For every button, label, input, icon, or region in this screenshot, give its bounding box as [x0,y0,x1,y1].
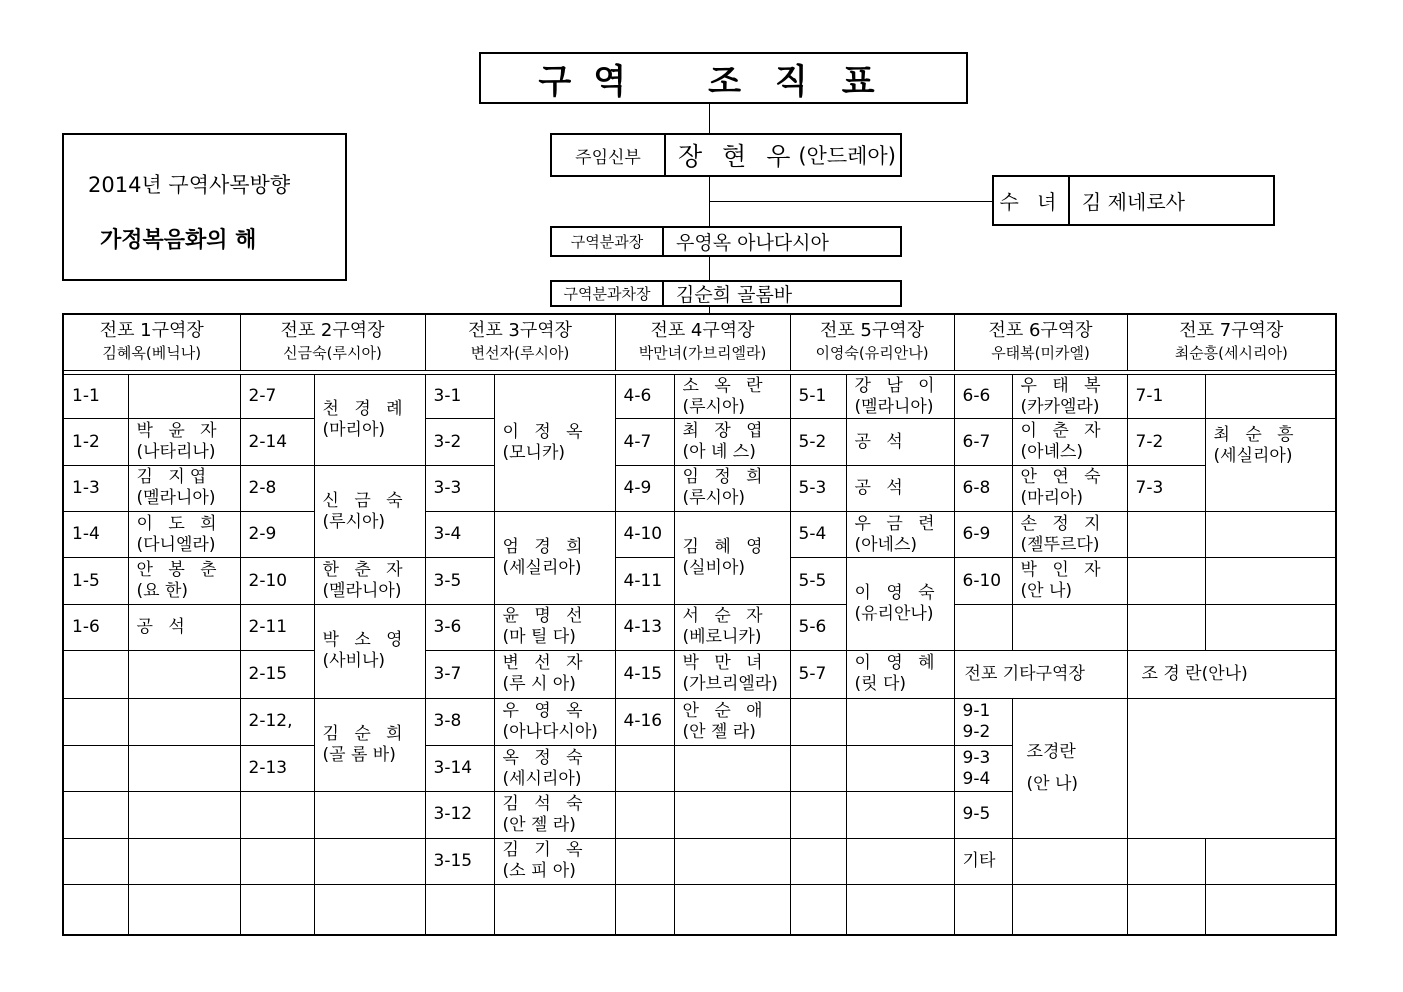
section-deputy-box [550,280,902,307]
group-leader [674,374,790,418]
person-name: 공 석 [136,616,190,637]
group-leader [1012,558,1127,604]
group-code: 5-3 [790,465,846,511]
group-leader [494,745,615,791]
baptismal-name: (유리안나) [854,604,934,625]
person-name: 천 경 례 [322,398,408,419]
group-code: 3-6 [425,604,494,650]
table-row [63,374,1336,418]
group-leader [674,651,790,698]
baptismal-name: (루 시 아) [502,674,576,695]
baptismal-name: (골 롬 바) [322,744,396,765]
group-leader [1205,604,1336,650]
group-code [615,838,674,884]
page-title [479,52,968,104]
person-name: 김 순 희 [322,723,408,744]
baptismal-name: (세실리아) [502,557,582,578]
person-name: 김 기 옥 [502,840,588,861]
group-code: 2-8 [240,465,314,511]
person-name: 이 춘 자 [1020,421,1106,441]
group-code: 4-13 [615,604,674,650]
group-code: 1-4 [63,512,128,558]
group-leader [1012,698,1127,838]
group-code: 3-5 [425,558,494,604]
group-leader [128,374,240,418]
group-code: 2-11 [240,604,314,650]
baptismal-name: (안 나) [1020,581,1073,602]
baptismal-name: (소 피 아) [502,861,576,882]
nun-name: 김 제네로사 [1082,190,1185,214]
group-code [790,838,846,884]
group-leader [128,419,240,465]
group-leader [494,512,615,605]
other-code: 9-2 [962,721,991,742]
group-leader [1205,512,1336,558]
baptismal-name: (아나다시아) [502,721,598,742]
baptismal-name: (요 한) [136,581,189,602]
group-leader [1012,604,1127,650]
person-name: 박 인 자 [1020,560,1106,581]
person-name: 서 순 자 [682,606,768,627]
person-name: 이 정 옥 [502,422,588,443]
group-code: 3-1 [425,374,494,418]
baptismal-name: (나타리나) [136,442,216,462]
group-code [63,838,128,884]
baptismal-name: (세시리아) [502,768,582,789]
pastor-saint: (안드레아) [798,144,896,168]
group-leader [494,651,615,698]
empty-cell [314,884,425,935]
district-header [240,314,425,370]
baptismal-name: (카카엘라) [1020,396,1100,417]
group-leader [128,698,240,745]
baptismal-name: (릿 다) [854,674,907,695]
group-code: 7-3 [1127,465,1205,511]
connector-head-deputy [709,257,710,281]
district-header [615,314,790,370]
nun-label: 수 녀 [994,177,1070,224]
group-code: 6-10 [954,558,1012,604]
person-name: 최 순 흥 [1213,425,1299,446]
person-name: 엄 경 희 [502,536,588,557]
group-code: 1-6 [63,604,128,650]
person-name: 이 도 희 [136,513,222,534]
baptismal-name: (모니카) [502,443,566,464]
person-name: 이 영 혜 [854,653,940,674]
baptismal-name: (루시아) [682,488,746,509]
person-name: 윤 명 선 [502,606,588,627]
district-title: 전포 5구역장 [819,320,925,342]
group-leader [846,512,954,558]
title-part1: 구역 [538,61,649,102]
table-row [63,512,1336,558]
person-name: 공 석 [854,477,908,498]
table-row [63,604,1336,650]
district-table [62,313,1337,936]
person-name: 박 만 녀 [682,653,768,674]
other-district-title: 전포 기타구역장 [954,651,1127,698]
group-leader [1012,374,1127,418]
group-code [954,745,1012,791]
pastor-box [550,133,902,177]
group-leader [314,465,425,558]
person-name: 공 석 [854,431,908,452]
group-leader [128,745,240,791]
group-code [63,745,128,791]
section-deputy-label: 구역분과차장 [552,282,664,305]
other-code: 9-3 [962,747,991,768]
baptismal-name: (루시아) [682,396,746,417]
district-leader: 박만녀(가브리엘라) [638,344,767,363]
group-leader [846,374,954,418]
group-leader [674,604,790,650]
group-leader [1205,558,1336,604]
district-leader: 김혜옥(베닉나) [102,344,202,363]
baptismal-name: (안 나) [1026,774,1079,795]
section-head-label: 구역분과장 [552,228,664,255]
person-name: 옥 정 숙 [502,747,588,768]
empty-cell [494,884,615,935]
person-name: 김 지엽 [136,467,212,488]
group-code [63,698,128,745]
empty-cell [615,884,674,935]
empty-cell [63,884,128,935]
baptismal-name: (안 젤 라) [502,814,576,835]
group-code: 2-7 [240,374,314,418]
group-leader [1205,838,1336,884]
table-row [63,838,1336,884]
group-leader [846,419,954,465]
group-code: 3-14 [425,745,494,791]
baptismal-name: (멜라니아) [322,581,402,602]
group-leader [674,698,790,745]
group-code: 4-11 [615,558,674,604]
empty-cell [954,884,1012,935]
baptismal-name: (베로니카) [682,627,762,648]
group-leader [674,838,790,884]
group-leader [314,374,425,465]
group-leader [128,651,240,698]
group-code: 3-15 [425,838,494,884]
group-leader [674,792,790,838]
empty-cell [674,884,790,935]
group-code: 4-16 [615,698,674,745]
person-name: 한 춘 자 [322,560,408,581]
group-code [240,792,314,838]
section-head-box [550,226,902,257]
baptismal-name: (루시아) [322,511,386,532]
group-code [954,698,1012,745]
group-leader [846,838,954,884]
baptismal-name: (마리아) [322,419,386,440]
group-code: 6-7 [954,419,1012,465]
group-code: 4-15 [615,651,674,698]
person-name: 신 금 숙 [322,490,408,511]
person-name: 우 영 옥 [502,700,588,721]
group-leader [846,698,954,745]
pastoral-direction-box [62,133,347,281]
baptismal-name: (실비아) [682,557,746,578]
empty-cell [1127,698,1336,838]
group-code: 3-2 [425,419,494,465]
group-code: 1-2 [63,419,128,465]
group-code: 3-7 [425,651,494,698]
baptismal-name: (아 녜 스) [682,442,756,462]
person-name: 변 선 자 [502,653,588,674]
empty-cell [128,884,240,935]
group-leader [846,465,954,511]
district-leader: 최순흥(세시리아) [1174,344,1288,363]
group-code [790,792,846,838]
group-leader [674,512,790,605]
person-name: 강 남 이 [854,375,940,396]
table-row [63,651,1336,698]
group-leader [1012,419,1127,465]
group-leader [846,651,954,698]
group-code: 6-6 [954,374,1012,418]
group-code: 6-9 [954,512,1012,558]
person-name: 안 연 숙 [1020,467,1106,488]
baptismal-name: (아네스) [854,534,918,555]
person-name: 안 봉 춘 [136,560,222,581]
group-code: 1-1 [63,374,128,418]
empty-cell [240,884,314,935]
group-leader [846,558,954,651]
district-leader: 변선자(루시아) [470,344,570,363]
group-code: 4-6 [615,374,674,418]
table-row [63,698,1336,745]
pastor-value [666,135,900,175]
district-header-row [63,314,1336,370]
group-leader [674,419,790,465]
group-code [615,792,674,838]
group-code: 7-1 [1127,374,1205,418]
baptismal-name: (마 틸 다) [502,627,576,648]
person-name: 김 혜 영 [682,536,768,557]
group-code: 5-2 [790,419,846,465]
person-name: 소 옥 란 [682,375,768,396]
district-leader: 이영숙(유리안나) [815,344,929,363]
connector-title-pastor [709,104,710,134]
person-name: 박 윤 자 [136,421,222,441]
group-code: 3-8 [425,698,494,745]
group-code: 9-5 [954,792,1012,838]
person-name: 최 장 엽 [682,421,768,441]
motto-theme: 가정복음화의 해 [100,228,257,253]
district-header [954,314,1127,370]
group-leader [674,465,790,511]
table-row [63,465,1336,511]
group-code [63,792,128,838]
group-leader [1012,838,1127,884]
baptismal-name: (세실리아) [1213,446,1293,467]
group-leader [1205,419,1336,512]
group-leader [128,465,240,511]
baptismal-name: (멜라니아) [854,396,934,417]
district-header [425,314,615,370]
district-header [63,314,240,370]
person-name: 이 영 숙 [854,583,940,604]
group-code: 4-9 [615,465,674,511]
group-code [790,745,846,791]
other-district-leader: 조 경 란(안나) [1127,651,1336,698]
district-title: 전포 6구역장 [988,320,1093,342]
group-code: 2-10 [240,558,314,604]
group-leader [314,698,425,792]
group-leader [314,604,425,698]
group-leader [128,792,240,838]
nun-box [992,175,1275,226]
group-code: 기타 [954,838,1012,884]
group-leader [314,558,425,604]
group-code [1127,838,1205,884]
person-name: 조경란 [1026,742,1076,763]
empty-cell [846,884,954,935]
baptismal-name: (사비나) [322,651,386,672]
group-code: 2-12, [240,698,314,745]
group-code: 2-13 [240,745,314,791]
group-leader [1012,512,1127,558]
person-name: 박 소 영 [322,630,408,651]
group-leader [846,792,954,838]
district-title: 전포 1구역장 [99,320,204,342]
group-code [1127,558,1205,604]
group-code [1127,604,1205,650]
district-leader: 우태복(미카엘) [991,344,1090,363]
person-name: 안 순 애 [682,700,768,721]
empty-cell [790,884,846,935]
district-title: 전포 2구역장 [280,320,385,342]
district-title: 전포 3구역장 [467,320,573,342]
person-name: 임 정 희 [682,467,768,488]
group-leader [128,838,240,884]
group-code: 5-7 [790,651,846,698]
table-row [63,884,1336,935]
person-name: 우 금 련 [854,513,940,534]
baptismal-name: (젤뚜르다) [1020,534,1100,555]
group-code: 3-3 [425,465,494,511]
baptismal-name: (다니엘라) [136,534,216,555]
group-code: 2-15 [240,651,314,698]
section-head-name: 우영옥 아나다시아 [676,232,829,254]
group-code: 3-12 [425,792,494,838]
group-leader [128,512,240,558]
title-part2: 조직표 [708,61,909,102]
group-code: 2-14 [240,419,314,465]
group-code: 1-3 [63,465,128,511]
group-leader [846,745,954,791]
empty-cell [1205,884,1336,935]
group-leader [494,698,615,745]
other-code: 9-1 [962,700,991,721]
group-code: 5-1 [790,374,846,418]
group-code: 5-4 [790,512,846,558]
baptismal-name: (가브리엘라) [682,674,778,695]
district-leader: 신금숙(루시아) [283,344,382,363]
group-leader [1205,374,1336,418]
pastor-label: 주임신부 [552,135,666,175]
district-header [1127,314,1336,370]
group-leader [674,745,790,791]
pastor-name: 장 현 우 [678,142,797,171]
person-name: 손 정 지 [1020,513,1106,534]
group-code: 7-2 [1127,419,1205,465]
district-header [790,314,954,370]
connector-nun [709,201,992,202]
group-code: 5-6 [790,604,846,650]
group-code: 3-4 [425,512,494,558]
group-code [790,698,846,745]
district-title: 전포 7구역장 [1179,320,1284,342]
group-code: 1-5 [63,558,128,604]
group-leader [494,604,615,650]
motto-year-line: 2014년 구역사목방향 [88,173,291,197]
person-name: 김 석 숙 [502,793,588,814]
group-code [954,604,1012,650]
section-deputy-name: 김순희 골롬바 [676,284,793,306]
group-leader [314,792,425,838]
group-code [615,745,674,791]
table-row [63,419,1336,465]
group-leader [494,792,615,838]
group-code: 4-10 [615,512,674,558]
group-leader [314,838,425,884]
group-code [240,838,314,884]
baptismal-name: (아녜스) [1020,442,1084,462]
baptismal-name: (안 젤 라) [682,721,756,742]
group-code: 4-7 [615,419,674,465]
person-name: 우 태 복 [1020,375,1106,396]
other-code: 9-4 [962,768,991,789]
group-leader [1012,465,1127,511]
empty-cell [425,884,494,935]
group-code: 2-9 [240,512,314,558]
group-code [63,651,128,698]
group-code: 6-8 [954,465,1012,511]
group-leader [128,558,240,604]
baptismal-name: (멜라니아) [136,488,216,509]
group-code: 5-5 [790,558,846,604]
group-leader [494,838,615,884]
group-leader [128,604,240,650]
district-title: 전포 4구역장 [650,320,755,342]
empty-cell [1012,884,1127,935]
empty-cell [1127,884,1205,935]
group-code [1127,512,1205,558]
group-leader [494,374,615,511]
baptismal-name: (마리아) [1020,488,1084,509]
